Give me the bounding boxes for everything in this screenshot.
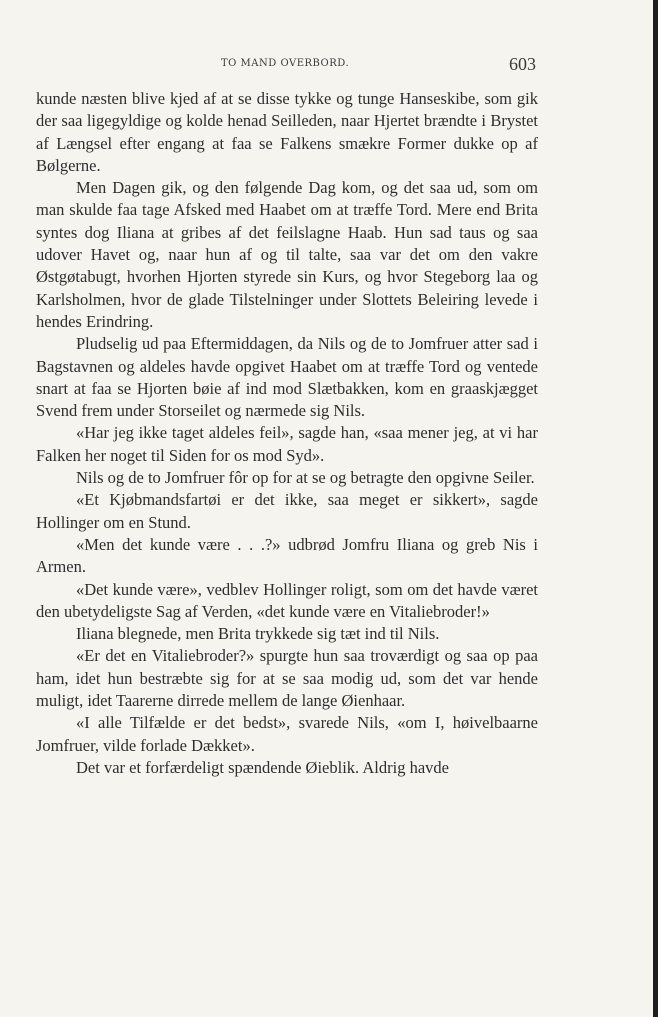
paragraph: «Har jeg ikke taget aldeles feil», sagde han, «saa mener jeg, at vi har Falken her noget til Siden for os mod Syd». — [36, 423, 538, 465]
paragraph: «Et Kjøbmandsfartøi er det ikke, saa meget er sikkert», sagde Hollinger om en Stund. — [36, 490, 538, 532]
running-title: TO MAND OVERBORD. — [221, 58, 350, 69]
paragraph: «Det kunde være», vedblev Hollinger roligt, som om det havde været den ubetydeligste Sag af Verden, «det kunde være en Vitaliebroder!» — [36, 579, 538, 621]
paragraph: Iliana blegnede, men Brita trykkede sig tæt ind til Nils. — [76, 624, 440, 644]
paragraph: Pludselig ud paa Eftermiddagen, da Nils og de to Jomfruer atter sad i Bagstavnen og aldeles havde opgivet Haabet om at træffe Tord og ventede snart at faa se Hjorten bøie af ind mod Slætbakken, kom en graaskjægget Svend frem under Storseilet og nærmede sig Nils. — [36, 334, 538, 421]
paragraph: kunde næsten blive kjed af at se disse tykke og tunge Hanseskibe, som gik der saa ligegyldige og kolde henad Seilleden, naar Hjertet brændte i Brystet af Længsel efter engang at faa se Falkens smækre Former dukke op af Bølgerne. — [36, 89, 538, 175]
paragraph: «I alle Tilfælde er det bedst», svarede Nils, «om I, høivelbaarne Jomfruer, vilde forlade Dækket». — [36, 713, 538, 755]
paragraph: «Men det kunde være . . .?» udbrød Jomfru Iliana og greb Nis i Armen. — [36, 534, 538, 577]
paragraph: Nils og de to Jomfruer fôr op for at se og betragte den opgivne Seiler. — [76, 468, 535, 488]
paragraph: Det var et forfærdeligt spændende Øieblik. Aldrig havde — [76, 757, 449, 777]
paragraph: «Er det en Vitaliebroder?» spurgte hun saa troværdigt og saa op paa ham, idet hun bestræbte sig for at se saa modig ud, som det var hende muligt, idet Taarerne dirrede mellem de lange Øienhaar. — [36, 646, 538, 711]
page-header — [36, 52, 538, 82]
page-edge-shadow — [653, 0, 658, 1017]
page-number: 603 — [509, 54, 536, 74]
body-text — [36, 88, 538, 779]
paragraph: Men Dagen gik, og den følgende Dag kom, og det saa ud, som om man skulde faa tage Afsked med Haabet om at træffe Tord. Mere end Brita syntes dog Iliana at gribes af det feilslagne Haab. Hun sad taus og saa udover Havet og, naar hun af og til talte, saa var det om den vakre Østgøtabugt, hvorhen Hjorten styrede sin Kurs, og hvor Stegeborg laa og Karlsholmen, hvor de glade Tilstelninger under Slottets Beleiring levede i hendes Erindring. — [36, 178, 538, 331]
